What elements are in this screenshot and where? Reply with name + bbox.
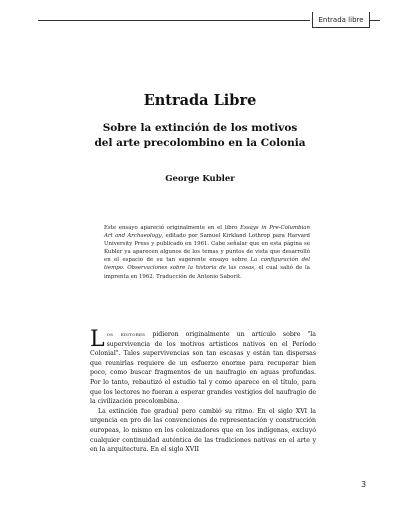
paragraph-1-text: pidieron originalmente un artículo sobre "la supervivencia de los motivos artísticos nativos en el Período Colonial". Tales supervivencias son tan escasas y están tan dispersas que reunirlas requiere de un esfuerzo enorme para recuperar bien poco, como buscar fragmentos de un naufragio en aguas profundas. Por lo tanto, rebautizó el estudio tal y como aparece en el título, para que los lectores no fueran a esperar grandes vestigios del naufragio de la civilización precolombina. xyxy=(90,331,316,406)
editorial-note xyxy=(104,224,310,281)
note-essay-title: La configuración del tiempo. Observaciones sobre la historia de las cosas xyxy=(104,257,311,272)
body-paragraph-1 xyxy=(90,327,316,407)
note-text-3: , el cual salió de la imprenta en 1962. Traducción de Antonio Saborit. xyxy=(104,265,310,280)
header-rule xyxy=(38,20,310,21)
lead-smallcaps: os editores xyxy=(106,331,146,338)
note-book-title: Essays in Pre-Columbian Art and Archaeology xyxy=(104,225,310,240)
header-rule-right xyxy=(370,20,380,21)
drop-cap: L xyxy=(90,327,105,352)
author-name: George Kubler xyxy=(165,174,235,184)
running-header xyxy=(312,12,370,28)
note-text-2: , editado por Samuel Kirkland Lothrop para Harvard University Press y publicado en 1961. Cabe señalar que en esta página se Kubler ya aparecen algunos de los temas y puntos de vista que desarrolló en el espacio de su tan sugerente ensayo sobre xyxy=(104,233,310,264)
section-title: Entrada Libre xyxy=(143,92,257,109)
page-number: 3 xyxy=(361,480,367,489)
body-paragraph-2: La extinción fue gradual pero cambió su ritmo. En el siglo XVI la urgencia en pro de las convenciones de representación y construcción europeas, lo mismo en los colonizadores que en los indígenas, excluyó cualquier continuidad auténtica de las tradiciones nativas en el arte y en la arquitectura. En el siglo XVII xyxy=(90,407,316,454)
article-title xyxy=(0,121,400,151)
article-title-line-2: del arte precolombino en la Colonia xyxy=(94,137,306,149)
article-title-line-1: Sobre la extinción de los motivos xyxy=(102,122,298,134)
note-text-1: Este ensayo apareció originalmente en el libro xyxy=(104,225,241,231)
running-header-text: Entrada libre xyxy=(318,15,364,24)
article-body xyxy=(90,327,316,455)
